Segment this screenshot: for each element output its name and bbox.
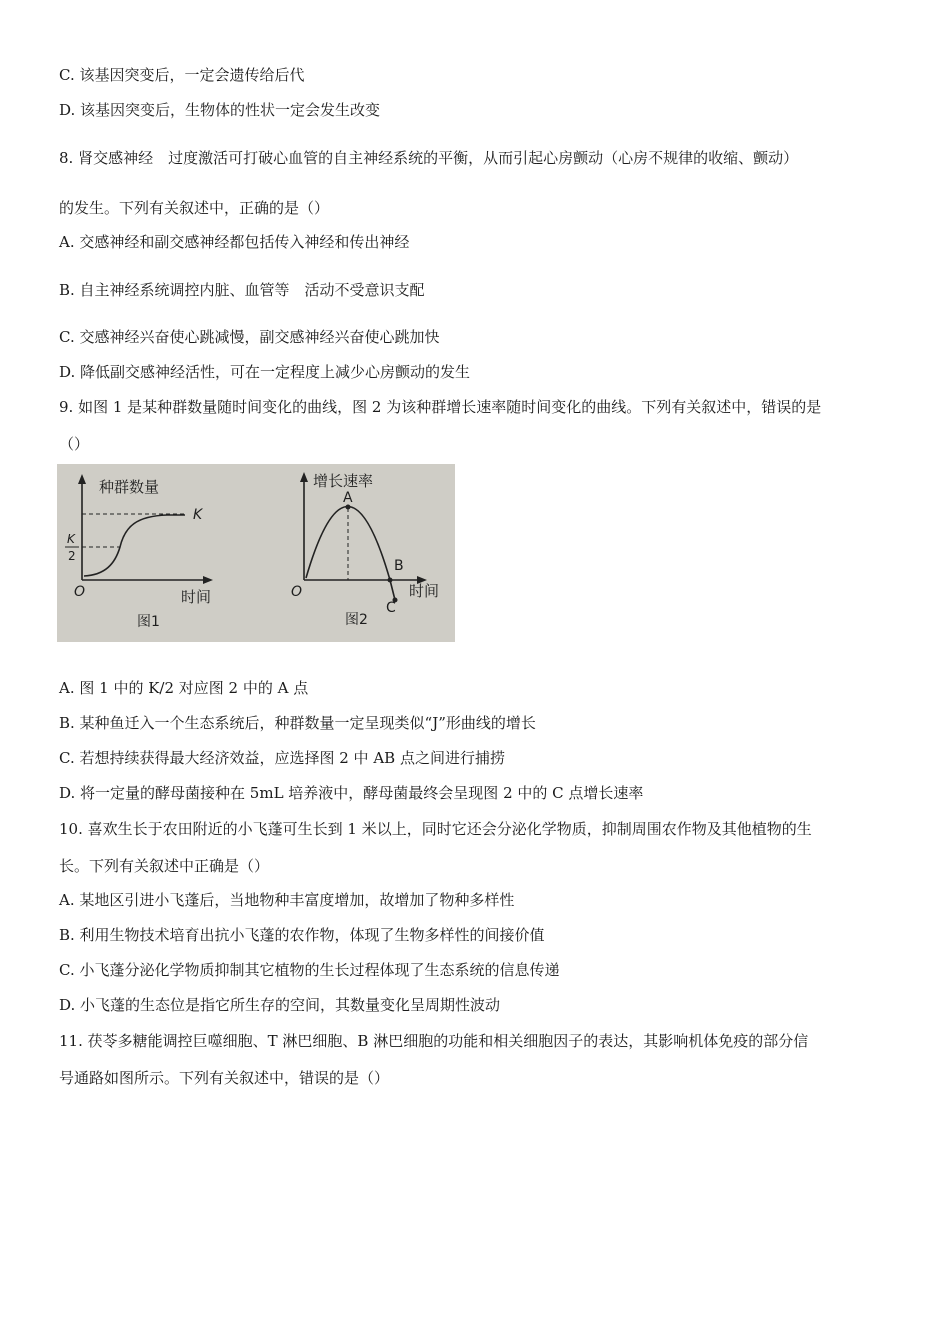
option-a-q10: A. 某地区引进小飞蓬后，当地物种丰富度增加，故增加了物种多样性: [59, 891, 515, 909]
option-c-q9: C. 若想持续获得最大经济效益，应选择图 2 中 AB 点之间进行捕捞: [59, 749, 505, 767]
option-b-q10: B. 利用生物技术培育出抗小飞蓬的农作物，体现了生物多样性的间接价值: [59, 926, 545, 944]
option-d-q9: D. 将一定量的酵母菌接种在 5mL 培养液中，酵母菌最终会呈现图 2 中的 C 点增长速率: [59, 784, 644, 802]
fig2-point-b: [388, 578, 393, 583]
option-b-q9: B. 某种鱼迁入一个生态系统后，种群数量一定呈现类似“J”形曲线的增长: [59, 714, 536, 732]
option-d-q10: D. 小飞蓬的生态位是指它所生存的空间，其数量变化呈周期性波动: [59, 996, 501, 1014]
fig2-x-label: 时间: [409, 582, 440, 600]
option-a-q9: A. 图 1 中的 K/2 对应图 2 中的 A 点: [59, 679, 309, 697]
fig1-x-arrow: [203, 576, 213, 584]
fig2-y-label: 增长速率: [313, 472, 374, 490]
fig2-label-c: C: [386, 600, 396, 616]
question-9-stem-cont: （）: [59, 435, 90, 453]
question-11-stem: 11. 茯苓多糖能调控巨噬细胞、T 淋巴细胞、B 淋巴细胞的功能和相关细胞因子的表达，其影响机体免疫的部分信: [59, 1032, 809, 1050]
fig2-y-arrow: [300, 472, 308, 482]
fig1-k-label: K: [193, 507, 203, 523]
question-10-stem: 10. 喜欢生长于农田附近的小飞蓬可生长到 1 米以上，同时它还会分泌化学物质，抑制周围农作物及其他植物的生: [59, 820, 812, 838]
fig1-s-curve: [84, 515, 185, 576]
fig2-caption: 图2: [345, 612, 368, 628]
fig1-origin: O: [74, 584, 86, 600]
fig2-curve-tail: [390, 580, 395, 600]
option-a-q8: A. 交感神经和副交感神经都包括传入神经和传出神经: [59, 233, 410, 251]
option-d-q7: D. 该基因突变后，生物体的性状一定会发生改变: [59, 101, 381, 119]
fig1-y-arrow: [78, 474, 86, 484]
option-c-q8: C. 交感神经兴奋使心跳减慢，副交感神经兴奋使心跳加快: [59, 328, 440, 346]
figure-2: [291, 472, 439, 628]
option-d-q8: D. 降低副交感神经活性，可在一定程度上减少心房颤动的发生: [59, 363, 471, 381]
population-growth-figure: [57, 464, 455, 642]
question-11-stem-cont: 号通路如图所示。下列有关叙述中，错误的是（）: [59, 1069, 390, 1087]
question-10-stem-cont: 长。下列有关叙述中正确是（）: [59, 857, 270, 875]
option-c-q7: C. 该基因突变后，一定会遗传给后代: [59, 66, 305, 84]
fig2-label-a: A: [343, 490, 353, 506]
question-9-stem: 9. 如图 1 是某种群数量随时间变化的曲线，图 2 为该种群增长速率随时间变化的曲线。下列有关叙述中，错误的是: [59, 398, 822, 416]
fig1-half-k-numerator: K: [67, 532, 75, 546]
fig1-y-label: 种群数量: [99, 478, 160, 496]
fig2-origin: O: [291, 584, 303, 600]
question-8-stem-cont: 的发生。下列有关叙述中，正确的是（）: [59, 199, 330, 217]
figure-1: [65, 474, 213, 630]
option-c-q10: C. 小飞蓬分泌化学物质抑制其它植物的生长过程体现了生态系统的信息传递: [59, 961, 560, 979]
fig1-x-label: 时间: [181, 588, 212, 606]
fig1-half-k-denominator: 2: [68, 549, 76, 563]
figure-svg: [57, 464, 455, 642]
question-8-stem: 8. 肾交感神经 过度激活可打破心血管的自主神经系统的平衡，从而引起心房颤动（心房不规律的收缩、颤动）: [59, 149, 799, 167]
fig1-caption: 图1: [137, 614, 160, 630]
fig2-label-b: B: [394, 558, 404, 574]
option-b-q8: B. 自主神经系统调控内脏、血管等 活动不受意识支配: [59, 281, 425, 299]
